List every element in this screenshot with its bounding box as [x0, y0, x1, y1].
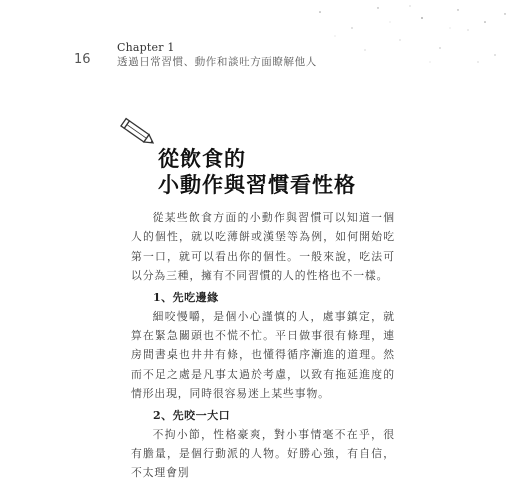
- chapter-subtitle: 透過日常習慣、動作和談吐方面瞭解他人: [117, 56, 317, 68]
- section-1-paragraph: 細咬慢嚼，是個小心謹慎的人，處事鎮定，就算在緊急關頭也不慌不忙。平日做事很有條理，連房間書桌也井井有條，也懂得循序漸進的道理。然而不足之處是凡事太過於考慮，以致有拖延進度的情形出現，同時很容易迷上某些事物。: [131, 309, 395, 401]
- intro-paragraph: 從某些飲食方面的小動作與習慣可以知道一個人的個性，就以吃薄餅或漢堡等為例，如何開始吃第一口，就可以看出你的個性。一般來說，吃法可以分為三種，擁有不同習慣的人的性格也不一樣。: [131, 211, 395, 283]
- heading-line-1: 從飲食的: [158, 147, 246, 171]
- section-heading: [158, 146, 356, 198]
- page-number: 16: [74, 52, 91, 67]
- heading-line-2: 小動作與習慣看性格: [158, 173, 356, 197]
- body-text: [131, 208, 395, 483]
- speckle-decoration: [290, 0, 520, 70]
- section-2-paragraph: 不拘小節，性格豪爽，對小事情毫不在乎，很有膽量，是個行動派的人物。好勝心強，有自信，不太理會別: [131, 427, 395, 480]
- section-1-title: 1、先吃邊緣: [153, 290, 219, 304]
- chapter-label: Chapter 1: [117, 41, 175, 54]
- pencil-icon: [118, 116, 158, 150]
- section-2-title: 2、先咬一大口: [153, 408, 231, 422]
